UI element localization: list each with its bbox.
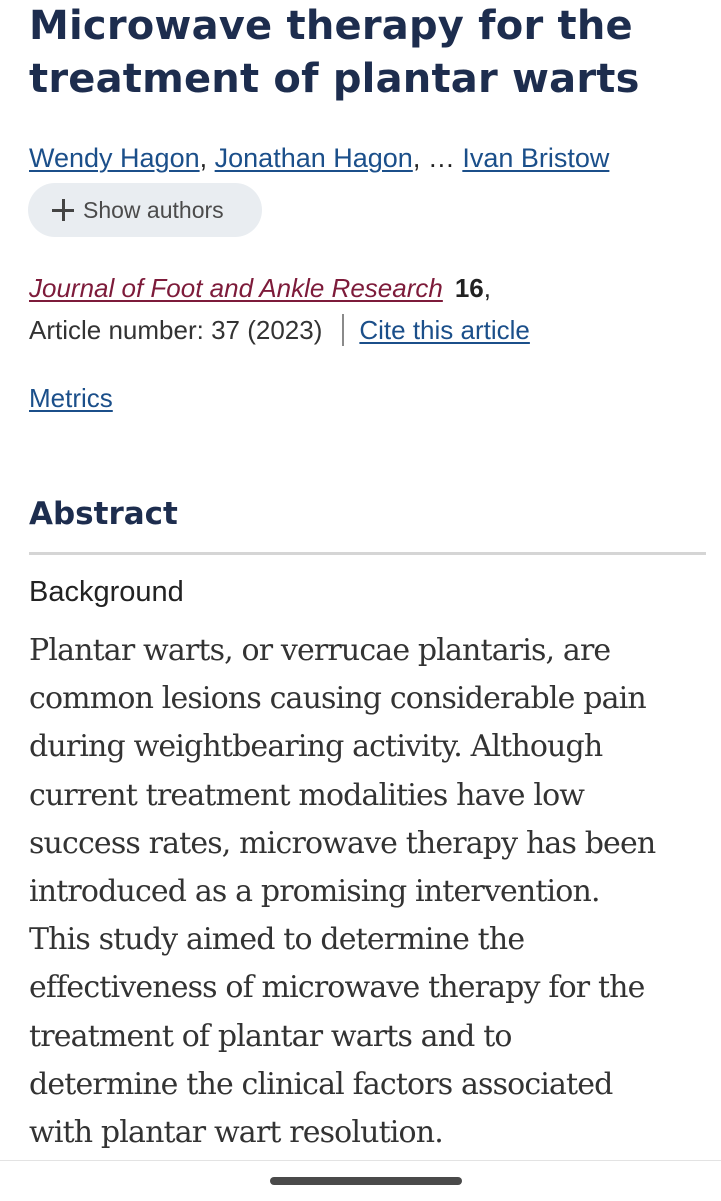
author-list <box>29 140 609 176</box>
abstract-line: with plantar wart resolution. <box>29 1115 443 1151</box>
abstract-line: during weightbearing activity. Although <box>29 729 603 765</box>
abstract-line: Plantar warts, or verrucae plantaris, are <box>29 633 611 668</box>
abstract-line: determine the clinical factors associated <box>29 1066 613 1102</box>
article-number: Article number: 37 (2023) <box>29 315 323 345</box>
home-indicator-handle[interactable] <box>270 1177 462 1185</box>
abstract-line: success rates, microwave therapy has been <box>29 825 656 861</box>
author-link-jonathan-hagon[interactable]: Jonathan Hagon <box>214 143 413 173</box>
abstract-line: introduced as a promising intervention. <box>29 874 600 910</box>
article-title-line-1: Microwave therapy for the <box>29 3 633 49</box>
show-authors-button[interactable] <box>28 183 262 237</box>
article-title-line-2: treatment of plantar warts <box>29 56 640 102</box>
abstract-line: treatment of plantar warts and to <box>29 1018 512 1054</box>
abstract-line: current treatment modalities have low <box>29 777 585 813</box>
abstract-line: common lesions causing considerable pain <box>29 681 646 717</box>
journal-citation <box>29 270 491 306</box>
article-title <box>29 0 709 106</box>
show-authors-label: Show authors <box>83 196 224 223</box>
vertical-divider <box>342 314 344 346</box>
journal-volume: 16 <box>454 273 484 303</box>
abstract-line: This study aimed to determine the <box>29 922 525 958</box>
abstract-line: effectiveness of microwave therapy for the <box>29 970 645 1006</box>
author-link-wendy-hagon[interactable]: Wendy Hagon <box>29 143 200 173</box>
abstract-divider <box>29 552 706 555</box>
author-link-ivan-bristow[interactable]: Ivan Bristow <box>462 143 610 173</box>
cite-this-article-link[interactable]: Cite this article <box>359 315 530 345</box>
abstract-heading: Abstract <box>29 496 178 532</box>
abstract-background-text <box>29 627 699 1157</box>
background-heading: Background <box>29 576 184 608</box>
author-separator: , … <box>412 143 463 173</box>
volume-separator: , <box>483 273 491 303</box>
system-navigation-bar <box>0 1160 721 1201</box>
author-separator: , <box>199 143 208 173</box>
article-number-line <box>29 312 530 348</box>
plus-icon <box>52 199 74 221</box>
journal-link[interactable]: Journal of Foot and Ankle Research <box>29 273 443 303</box>
metrics-link[interactable]: Metrics <box>29 383 113 413</box>
